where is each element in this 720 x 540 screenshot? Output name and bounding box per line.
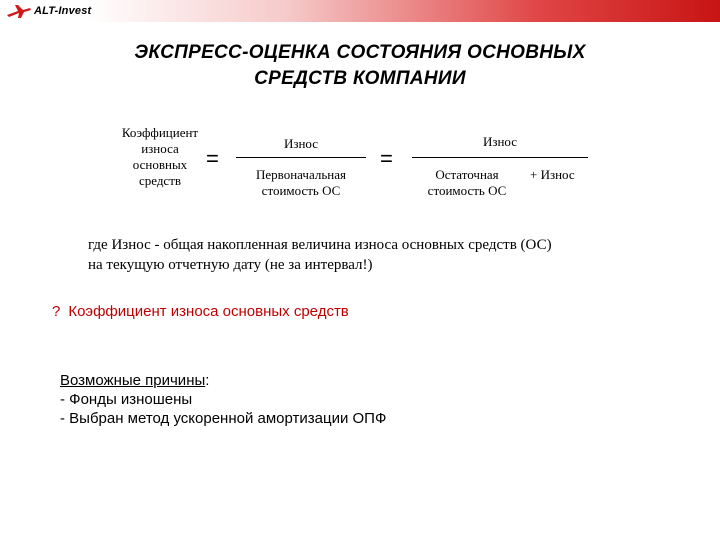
page-title	[40, 40, 680, 92]
header-gradient-bar	[0, 0, 720, 22]
fraction-2-denominator	[410, 167, 524, 199]
lhs-line-4: средств	[138, 173, 182, 188]
question-heading	[52, 303, 349, 320]
frac2-den-line-1: Остаточная	[435, 167, 499, 182]
fraction-1-numerator: Износ	[283, 136, 319, 151]
frac2-den-line-2: стоимость ОС	[427, 183, 507, 198]
lhs-line-3: основных	[132, 157, 188, 172]
frac1-den-line-1: Первоначальная	[256, 167, 346, 182]
reason-item-2: - Выбран метод ускоренной амортизации ОПФ	[60, 410, 387, 427]
equals-sign-2: =	[380, 146, 393, 171]
reasons-heading	[60, 371, 386, 390]
fraction-1-denominator	[230, 167, 372, 199]
note-line-2: на текущую отчетную дату (не за интервал!)	[88, 257, 373, 273]
note-line-1: где Износ - общая накопленная величина износа основных средств (ОС)	[88, 237, 552, 253]
reasons-heading-colon: :	[205, 372, 210, 389]
reasons-heading-text: Возможные причины	[60, 372, 206, 389]
logo-text: ALT-Invest	[34, 5, 92, 17]
definition-note	[88, 235, 688, 275]
frac1-den-line-2: стоимость ОС	[261, 183, 341, 198]
lhs-line-2: износа	[141, 141, 179, 156]
fraction-1-bar	[236, 157, 366, 158]
plus-wear-term: + Износ	[530, 167, 575, 182]
lhs-line-1: Коэффициент	[121, 125, 199, 140]
question-text: Коэффициент износа основных средств	[68, 303, 349, 320]
reason-item-1: - Фонды изношены	[60, 391, 193, 408]
fraction-2-bar	[412, 157, 588, 158]
airplane-logo-icon	[6, 3, 32, 19]
formula-lhs	[112, 125, 208, 189]
equals-sign-1: =	[206, 146, 219, 171]
fraction-2-numerator: Износ	[482, 134, 518, 149]
possible-reasons	[60, 371, 386, 428]
title-line-1: ЭКСПРЕСС-ОЦЕНКА СОСТОЯНИЯ ОСНОВНЫХ	[134, 42, 586, 63]
question-mark-icon: ?	[52, 303, 61, 320]
company-logo	[6, 3, 91, 19]
title-line-2: СРЕДСТВ КОМПАНИИ	[254, 68, 466, 89]
